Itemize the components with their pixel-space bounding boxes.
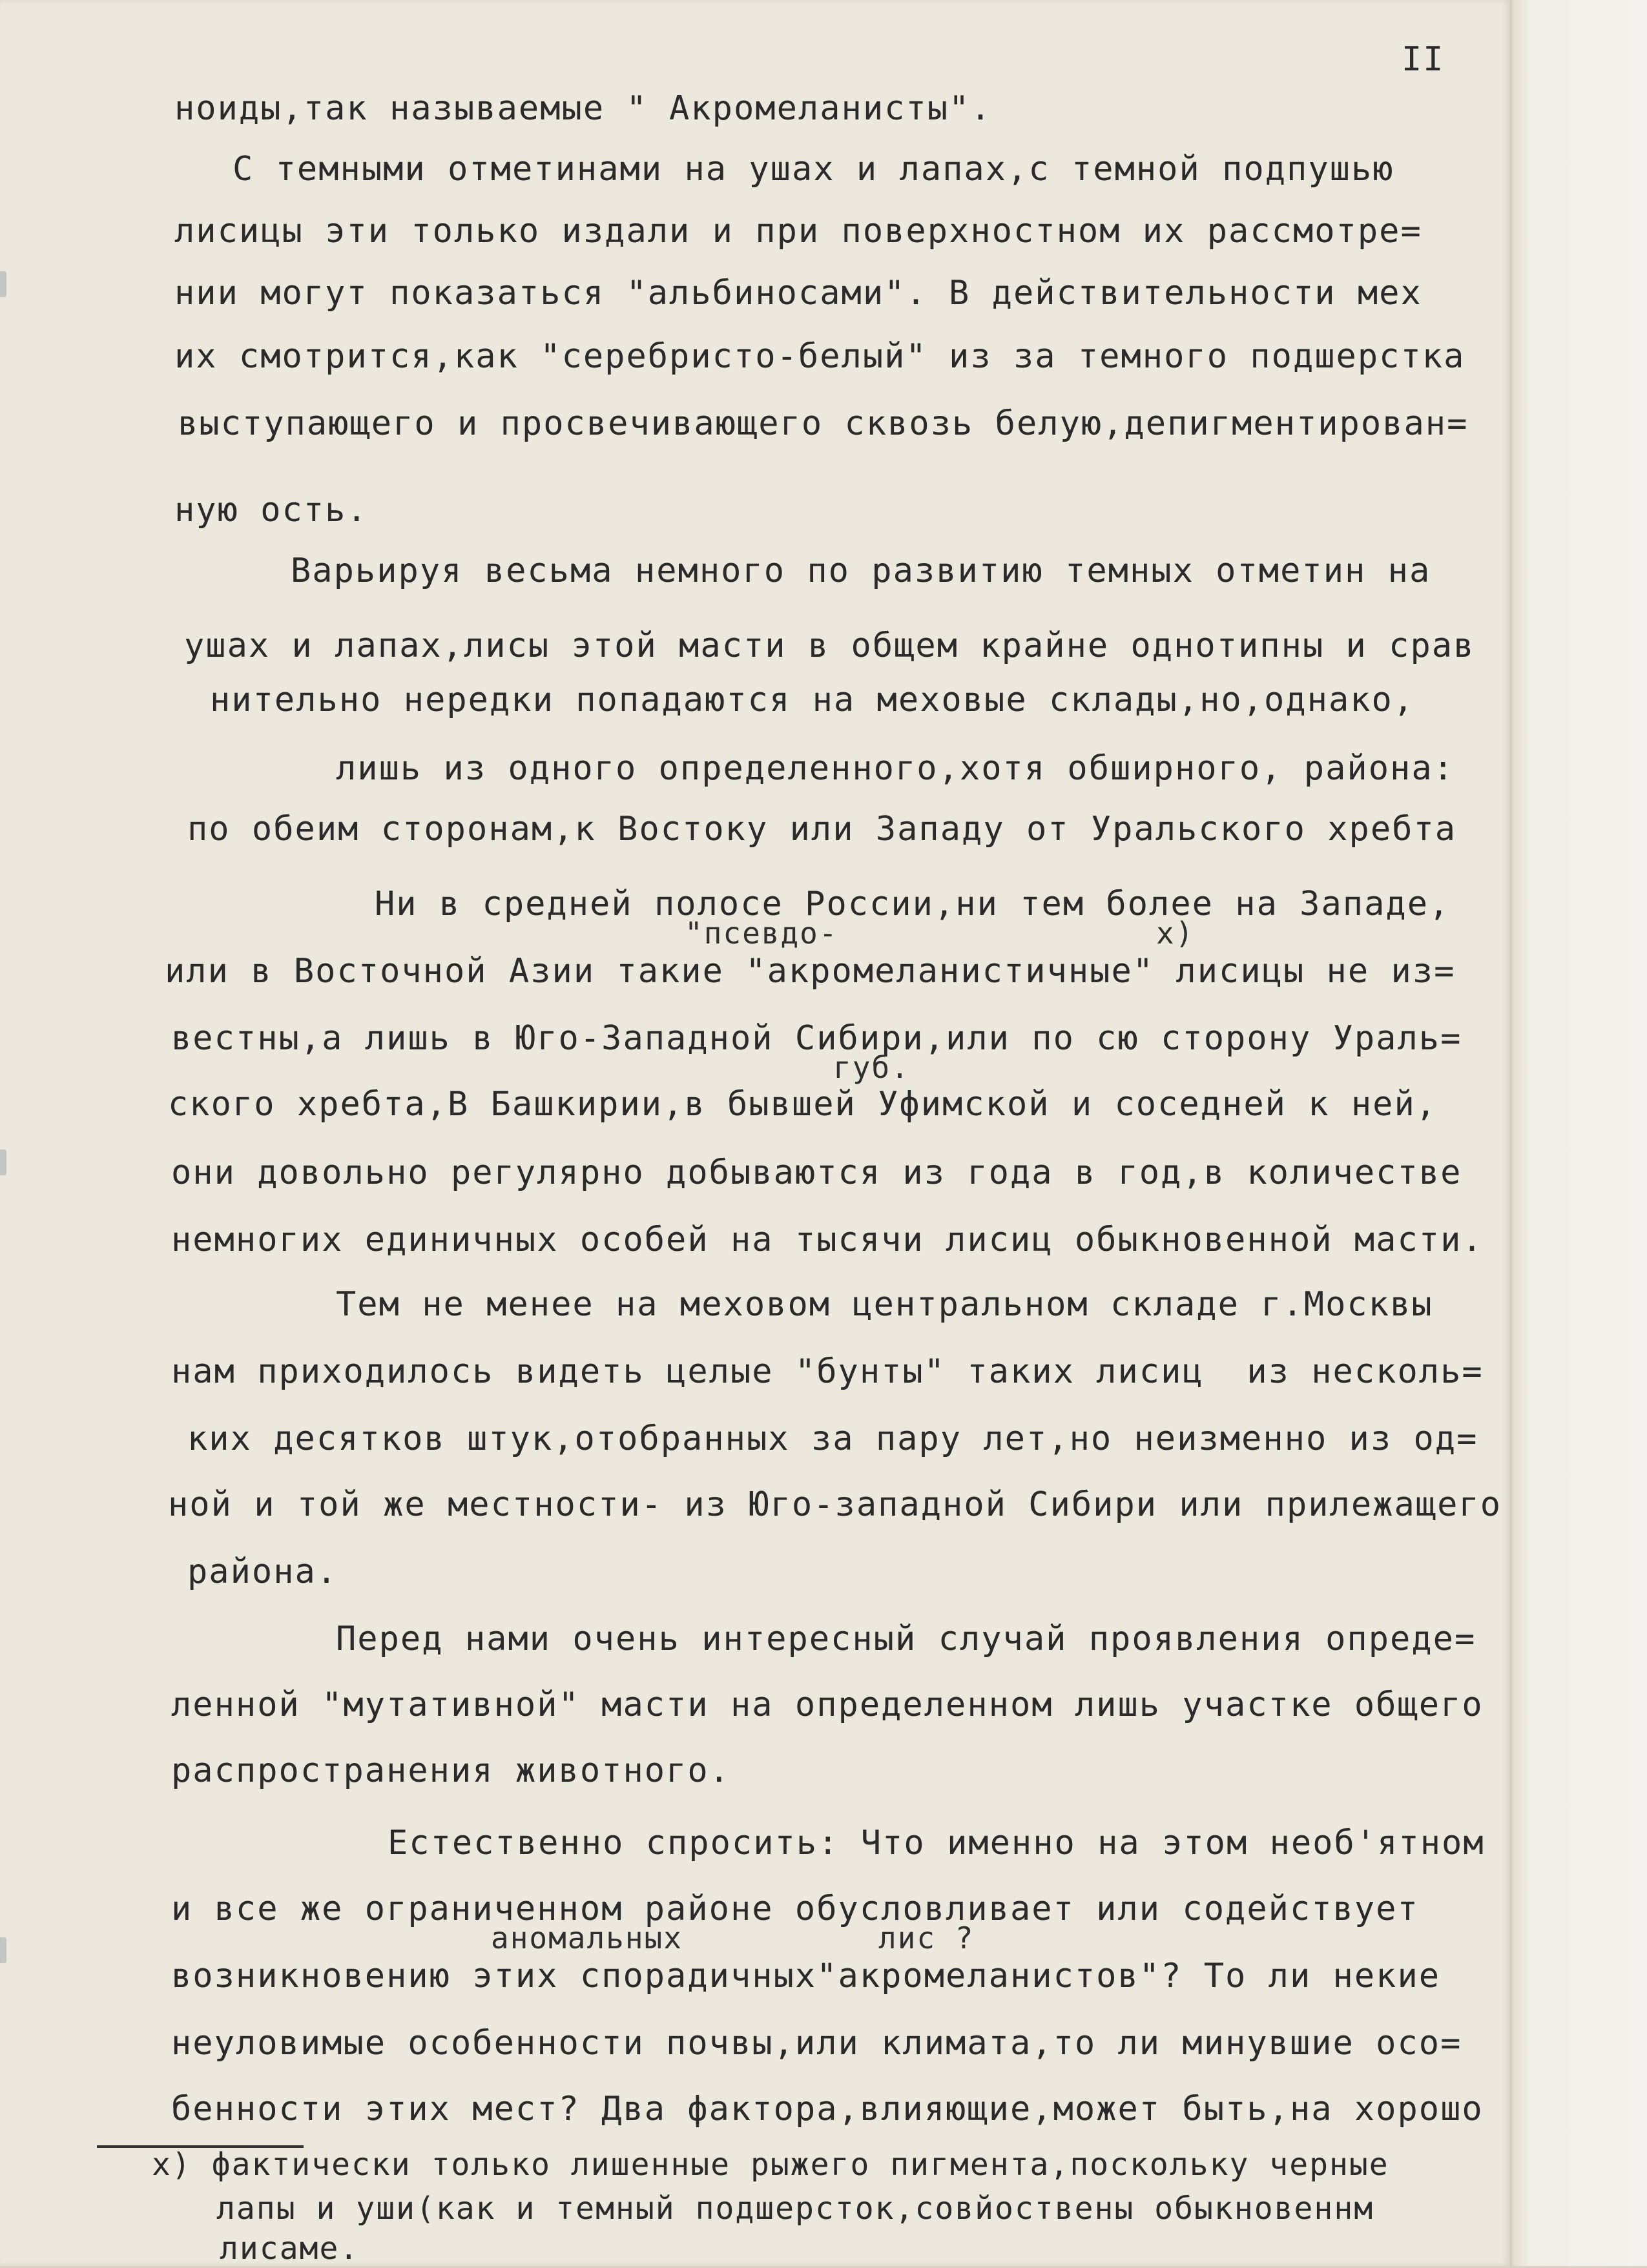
text-line: лисицы эти только издали и при поверхностном их рассмотре= [174,212,1422,251]
text-line: Ни в средней полосе России,ни тем более на Западе, [375,885,1451,923]
text-line: района. [187,1552,338,1591]
footnote-line: х) фактически только лишенные рыжего пигмента,поскольку черные [152,2147,1389,2183]
text-line: неуловимые особенности почвы,или климата,то ли минувшие осо= [171,2024,1462,2063]
text-line: нам приходилось видеть целые "бунты" таких лисиц из несколь= [171,1352,1484,1391]
text-line: Естественно спросить: Что именно на этом необ'ятном [388,1824,1485,1862]
interlinear-insertion: губ. [833,1050,910,1085]
binding-hole-mark [0,1937,6,1963]
interlinear-insertion: аномальных [491,1921,683,1955]
text-line: бенности этих мест? Два фактора,влияющие,может быть,на хорошо [171,2090,1484,2129]
interlinear-insertion: лис ? [878,1921,975,1955]
text-line: ушах и лапах,лисы этой масти в общем крайне однотипны и срав [184,626,1475,665]
footnote-marker: х) [1156,916,1195,951]
binding-hole-mark [0,271,6,297]
text-line: немногих единичных особей на тысячи лисиц обыкновенной масти. [171,1221,1484,1259]
text-line: ких десятков штук,отобранных за пару лет,но неизменно из од= [187,1419,1478,1458]
text-line: и все же ограниченном районе обусловливает или содействует [171,1890,1419,1928]
text-line: ную ость. [174,491,368,530]
text-line: С темными отметинами на ушах и лапах,с темной подпушью [233,150,1394,189]
footnote-line: лисаме. [220,2231,360,2267]
text-line: ной и той же местности- из Юго-западной Сибири или прилежащего [168,1485,1502,1524]
text-line: нии могут показаться "альбиносами". В действительности мех [174,274,1422,313]
text-line: Варьируя весьма немного по развитию темных отметин на [291,552,1431,590]
text-line: по обеим сторонам,к Востоку или Западу от Уральского хребта [187,810,1457,849]
text-line: они довольно регулярно добываются из года в год,в количестве [171,1153,1462,1192]
text-line: выступающего и просвечивающего сквозь белую,депигментирован= [178,404,1469,443]
text-line: лишь из одного определенного,хотя обширного, района: [336,749,1455,788]
text-line: нительно нередки попадаются на меховые склады,но,однако, [210,681,1415,719]
footnote-line: лапы и уши(как и темный подшерсток,совйоствены обыкновеннм [216,2191,1374,2227]
text-line: или в Восточной Азии такие "акромеланистичные" лисицы не из= [165,952,1456,991]
text-line: вестны,а лишь в Юго-Западной Сибири,или по сю сторону Ураль= [171,1019,1462,1058]
text-line: Перед нами очень интересный случай проявления опреде= [336,1620,1476,1658]
text-line: распространения животного. [171,1751,730,1790]
text-line: ского хребта,В Башкирии,в бывшей Уфимской и соседней к ней, [168,1085,1438,1124]
interlinear-insertion: "псевдо- [685,916,838,951]
text-line: возникновению этих спорадичных"акромеланистов"? То ли некие [171,1957,1441,1995]
page-number: II [1402,40,1445,79]
binding-hole-mark [0,1149,6,1175]
text-line: их смотрится,как "серебристо-белый" из за темного подшерстка [174,337,1466,376]
text-line: ленной "мутативной" масти на определенном лишь участке общего [171,1686,1484,1724]
background-sheet-edge [1510,0,1647,2266]
text-line: Тем не менее на меховом центральном складе г.Москвы [336,1285,1433,1324]
text-line: ноиды,так называемые " Акромеланисты". [174,89,992,128]
